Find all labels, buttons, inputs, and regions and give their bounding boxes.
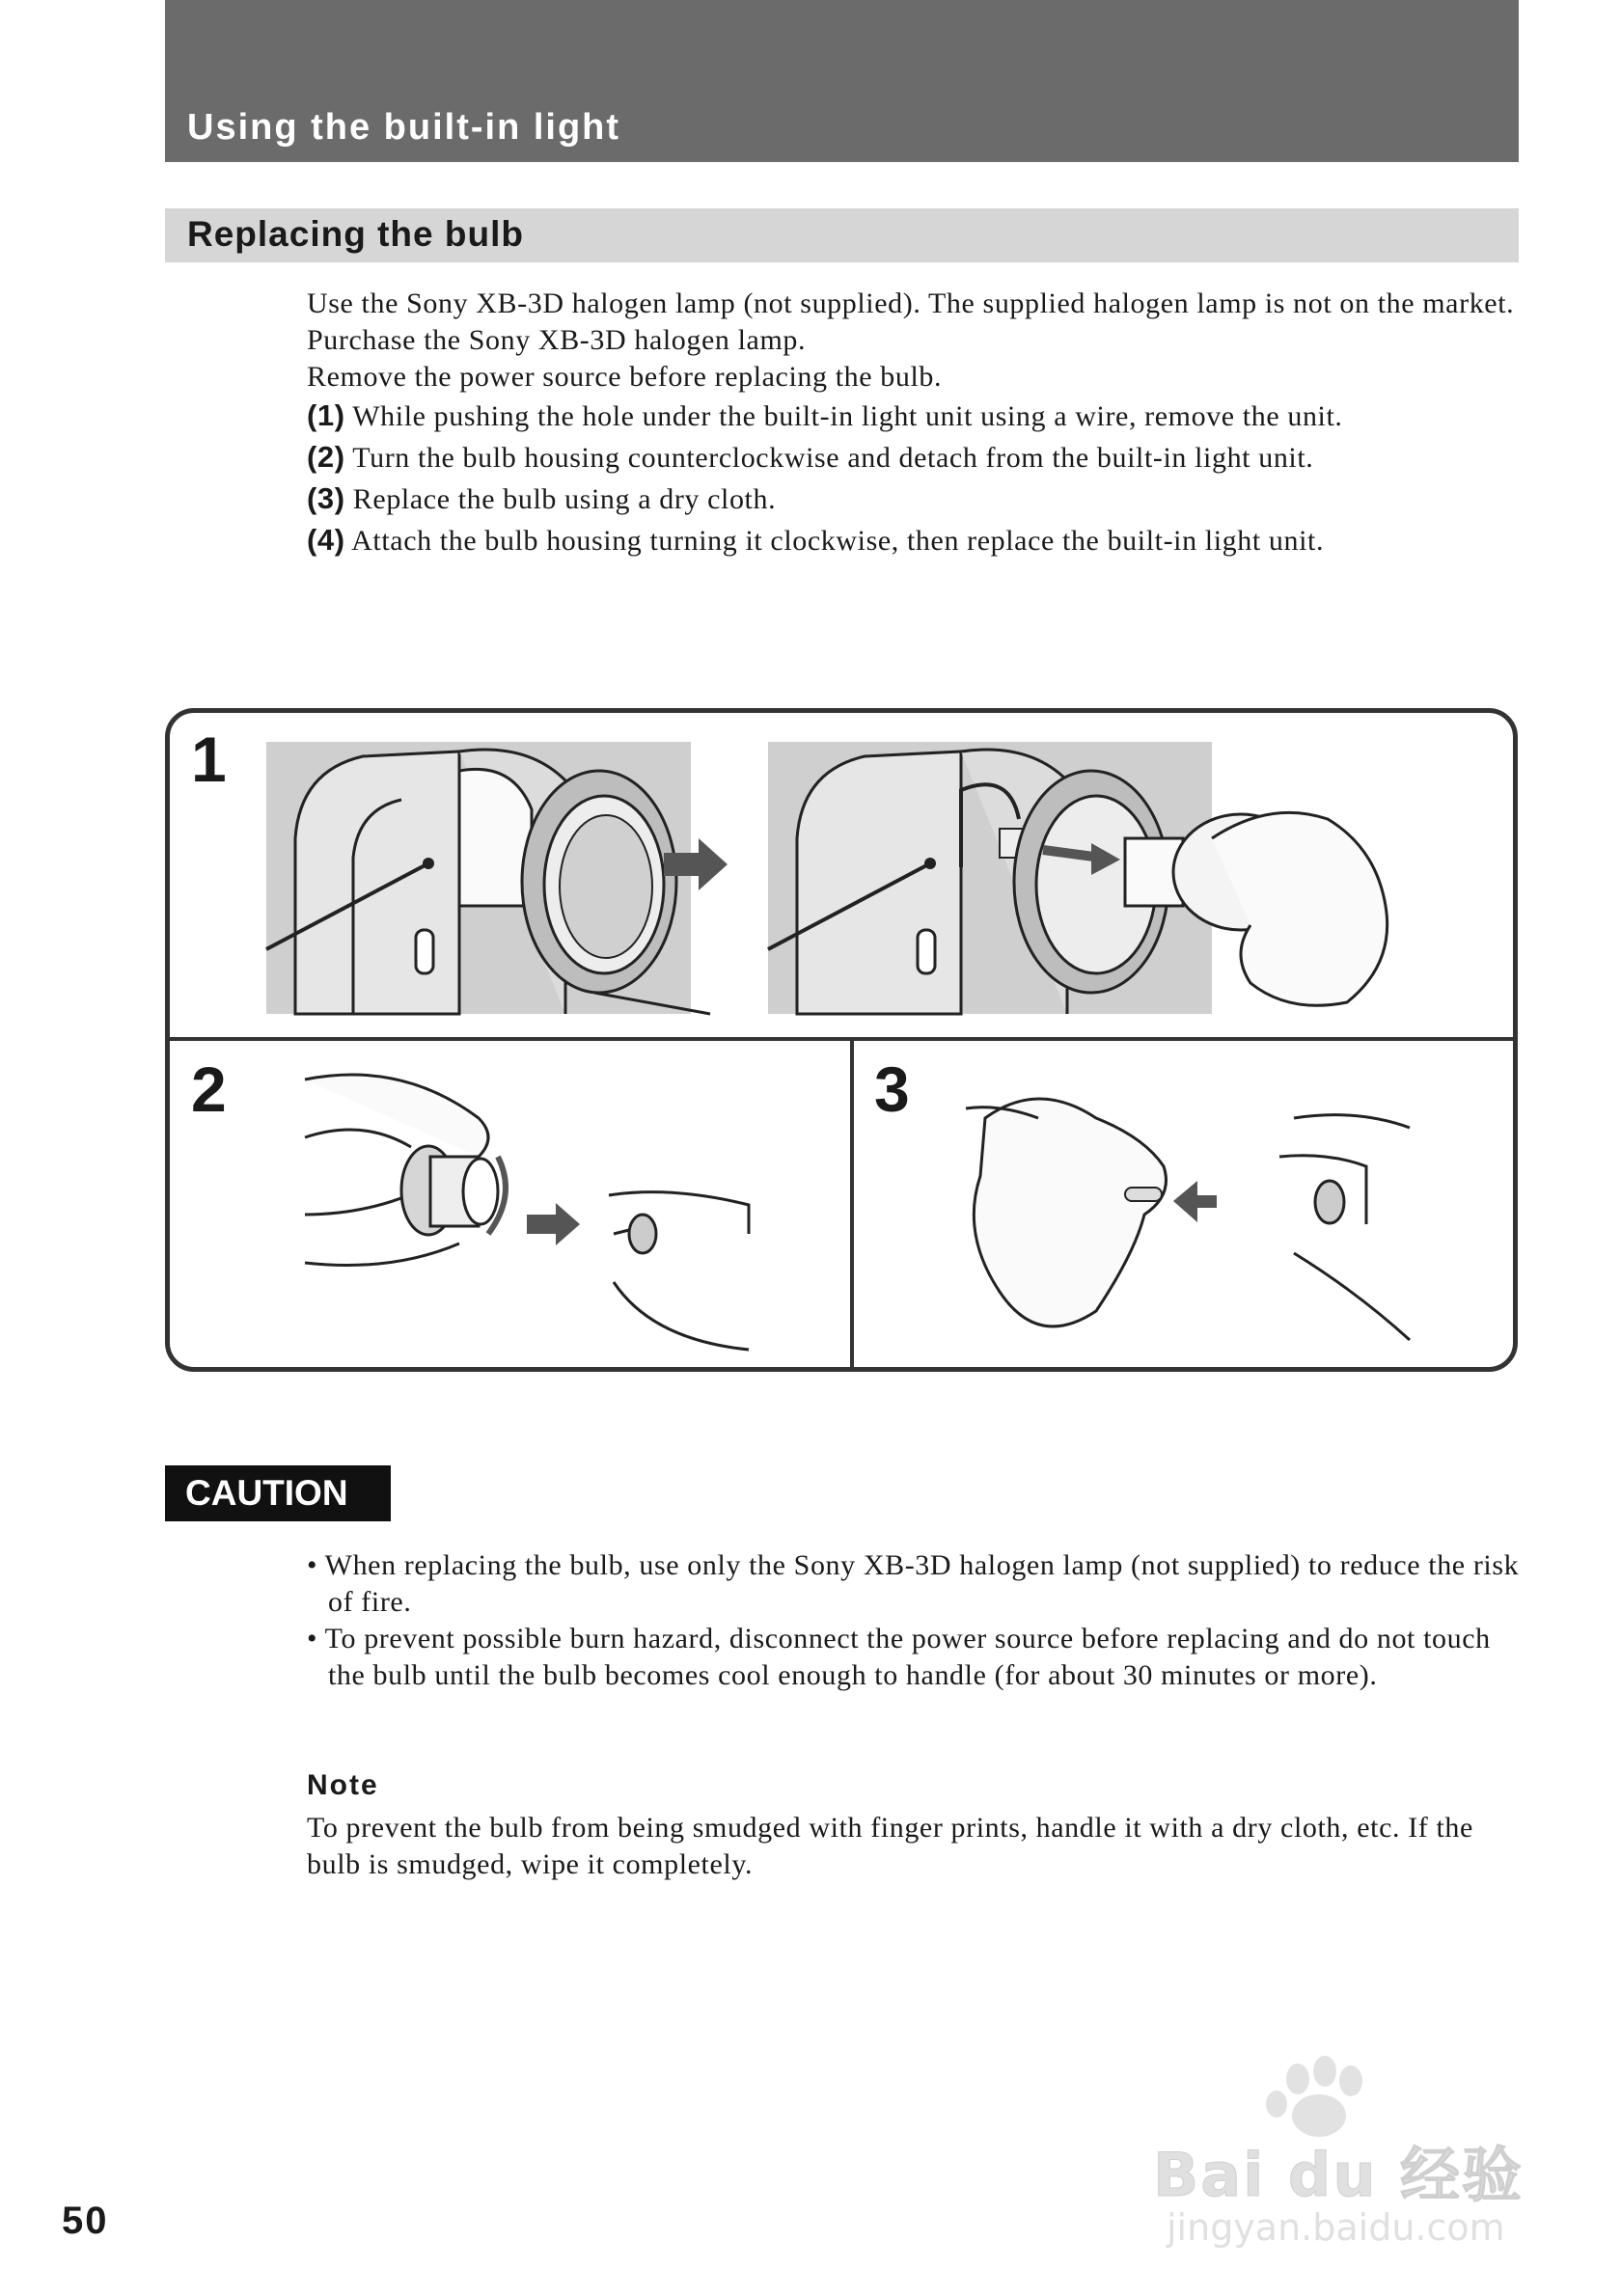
step-4 [307,520,1523,561]
panel-number-2: 2 [191,1053,227,1125]
instructions [307,286,1523,561]
step-4-text: Attach the bulb housing turning it clockwise, then replace the built-in light unit. [351,525,1325,557]
note-text: To prevent the bulb from being smudged with finger prints, handle it with a dry cloth, etc. If the bulb is smudged, wipe it completely. [307,1812,1473,1880]
step-2 [307,437,1523,478]
baidu-watermark [1153,2050,1539,2253]
header-title: Using the built-in light [187,107,621,148]
step-3-text: Replace the bulb using a dry cloth. [352,483,777,515]
caution-label: CAUTION [165,1465,391,1521]
step-4-number: (4) [307,523,345,557]
section-bar [165,208,1519,262]
caution-list [307,1547,1523,1694]
section-title: Replacing the bulb [187,214,524,254]
camera-light-unit-attached [266,742,710,1014]
step-3-number: (3) [307,481,345,515]
panel-number-1: 1 [191,724,227,795]
camera-light-unit-removed [768,742,1387,1014]
header-bar [165,0,1519,162]
step-2-text: Turn the bulb housing counterclockwise and detach from the built-in light unit. [352,442,1314,474]
arrow-right-icon [527,1203,580,1245]
caution-item-2: • To prevent possible burn hazard, disconnect the power source before replacing and do not touch the bulb until the bulb becomes cool enough to handle (for about 30 minutes or more). [307,1623,1491,1691]
step-1-text: While pushing the hole under the built-in light unit using a wire, remove the unit. [352,400,1343,432]
note-label: Note [307,1769,379,1801]
watermark-url: jingyan.baidu.com [1167,2206,1505,2249]
bulb-housing-detach [305,1075,749,1350]
page-number: 50 [62,2200,109,2242]
step-3 [307,478,1523,520]
step-1-number: (1) [307,398,345,432]
arrow-left-icon [1173,1181,1217,1222]
caution-item-1: • When replacing the bulb, use only the Sony XB-3D halogen lamp (not supplied) to reduce the risk of fire. [307,1549,1520,1618]
step-2-number: (2) [307,440,345,474]
intro-line-2: Remove the power source before replacing the bulb. [307,361,943,393]
bulb-replace-with-cloth [966,1099,1410,1340]
watermark-brand: Bai du 经验 [1153,2140,1525,2210]
illustration-drawing [170,713,1518,1372]
intro-line-1: Use the Sony XB-3D halogen lamp (not supplied). The supplied halogen lamp is not on the market. Purchase the Sony XB-3D halogen lamp. [307,287,1515,356]
panel-number-3: 3 [874,1053,910,1125]
step-1 [307,396,1523,437]
illustration-figure [165,708,1518,1372]
